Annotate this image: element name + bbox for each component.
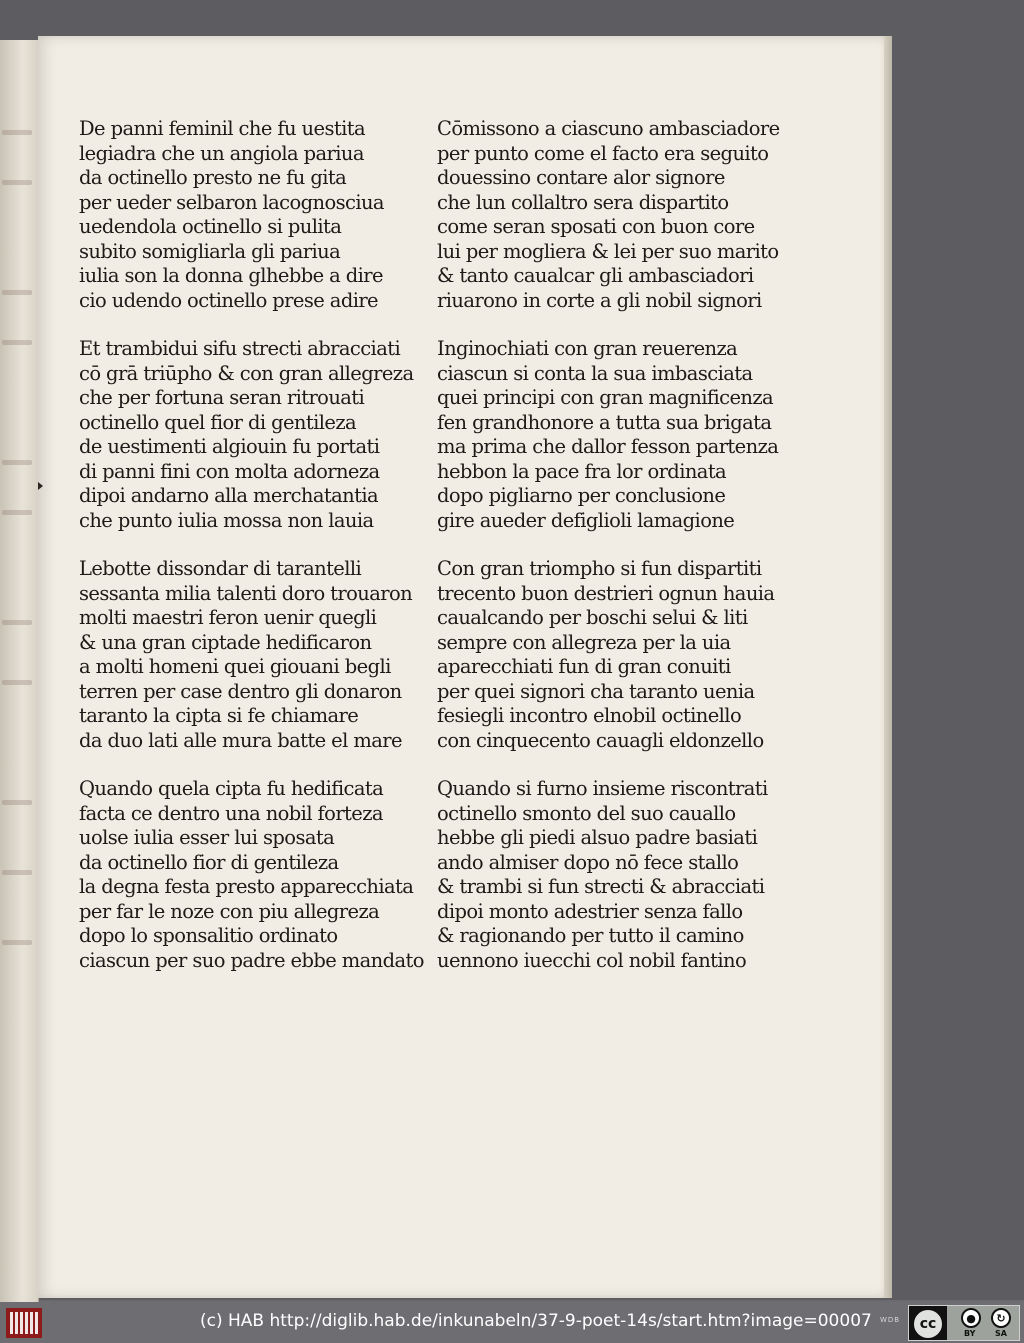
stanza — [79, 117, 419, 313]
person-icon: ● — [961, 1308, 981, 1328]
verse-line: ciascun si conta la sua imbasciata — [437, 361, 753, 385]
verse-line: terren per case dentro gli donaron — [79, 679, 402, 703]
verse-line: Con gran triompho si fun dispartiti — [437, 557, 762, 580]
verse-line: che per fortuna seran ritrouati — [79, 386, 365, 409]
verse-line: uedendola octinello si pulita — [79, 215, 342, 238]
verse-line: dopo pigliarno per conclusione — [437, 484, 726, 507]
verse-line: quei principi con gran magnificenza — [437, 386, 774, 409]
page-edge — [884, 36, 892, 1298]
license-badge[interactable] — [908, 1305, 1020, 1341]
verse-line: & trambi si fun strecti & abracciati — [437, 875, 765, 898]
verse-line: uennono iuecchi col nobil fantino — [437, 948, 747, 972]
hab-logo-icon[interactable] — [6, 1308, 42, 1338]
verse-line: ciascun per suo padre ebbe mandato — [79, 948, 424, 972]
verse-line: douessino contare alor signore — [437, 166, 725, 189]
verse-line: per punto come el facto era seguito — [437, 141, 769, 165]
right-column — [437, 117, 787, 997]
verse-line: per ueder selbaron lacognosciua — [79, 190, 384, 214]
left-page-edge — [0, 40, 39, 1302]
verse-line: trecento buon destrieri ognun hauia — [437, 581, 775, 605]
verse-line: lui per mogliera & lei per suo marito — [437, 239, 779, 263]
share-alike-icon: ↻ — [991, 1308, 1011, 1328]
citation-link[interactable]: (c) HAB http://diglib.hab.de/inkunabeln/37-9-poet-14s/start.htm?image=00007 — [200, 1311, 872, 1331]
verse-line: ando almiser dopo nō fece stallo — [437, 850, 739, 874]
verse-line: di panni fini con molta adorneza — [79, 459, 380, 483]
by-label: BY — [964, 1329, 976, 1338]
verse-line: aparecchiati fun di gran conuiti — [437, 655, 731, 678]
verse-line: Quando si furno insieme riscontrati — [437, 777, 768, 800]
verse-line: de uestimenti algiouin fu portati — [79, 435, 380, 458]
stanza — [437, 557, 787, 753]
verse-line: subito somigliarla gli pariua — [79, 239, 341, 263]
verse-line: dipoi andarno alla merchatantia — [79, 484, 378, 507]
verse-line: taranto la cipta si fe chiamare — [79, 704, 359, 727]
left-column — [79, 117, 424, 997]
verse-line: da octinello presto ne fu gita — [79, 166, 347, 189]
license-attributes — [947, 1306, 1019, 1340]
verse-line: hebbon la pace fra lor ordinata — [437, 459, 727, 483]
sa-label: SA — [995, 1329, 1007, 1338]
verse-line: Inginochiati con gran reuerenza — [437, 337, 738, 360]
verse-line: dopo lo sponsalitio ordinato — [79, 924, 338, 947]
wdb-mark: WDB — [880, 1316, 901, 1324]
verse-line: fesiegli incontro elnobil octinello — [437, 704, 742, 727]
verse-line: per far le noze con piu allegreza — [79, 899, 380, 923]
verse-line: uolse iulia esser lui sposata — [79, 826, 335, 849]
cc-icon: cc — [912, 1308, 944, 1340]
verse-line: ma prima che dallor fesson partenza — [437, 435, 779, 458]
verse-line: Lebotte dissondar di tarantelli — [79, 557, 362, 580]
verse-line: fen grandhonore a tutta sua brigata — [437, 410, 772, 434]
verse-line: octinello smonto del suo cauallo — [437, 801, 736, 825]
verse-line: che lun collaltro sera dispartito — [437, 190, 729, 214]
verse-line: con cinquecento cauagli eldonzello — [437, 728, 764, 752]
verse-line: caualcando per boschi selui & liti — [437, 606, 748, 629]
verse-line: facta ce dentro una nobil forteza — [79, 801, 383, 825]
verse-line: la degna festa presto apparecchiata — [79, 875, 414, 898]
verse-line: gire aueder defiglioli lamagione — [437, 508, 735, 532]
verse-line: cio udendo octinello prese adire — [79, 288, 378, 312]
verse-line: cō grā triūpho & con gran allegreza — [79, 361, 414, 385]
verse-line: De panni feminil che fu uestita — [79, 117, 365, 140]
verse-line: legiadra che un angiola pariua — [79, 141, 364, 165]
page-marker-icon — [38, 482, 43, 490]
stanza — [437, 337, 787, 533]
verse-line: per quei signori cha taranto uenia — [437, 679, 755, 703]
stanza — [79, 557, 419, 753]
verse-line: Quando quela cipta fu hedificata — [79, 777, 384, 800]
verse-line: Cōmissono a ciascuno ambasciadore — [437, 117, 780, 140]
verse-line: dipoi monto adestrier senza fallo — [437, 899, 743, 923]
stanza — [437, 117, 787, 313]
verse-line: hebbe gli piedi alsuo padre basiati — [437, 826, 758, 849]
verse-line: & ragionando per tutto il camino — [437, 924, 744, 947]
verse-line: come seran sposati con buon core — [437, 215, 755, 238]
verse-line: da octinello fior di gentileza — [79, 850, 339, 874]
verse-line: sessanta milia talenti doro trouaron — [79, 581, 413, 605]
footer-bar — [0, 1302, 1024, 1343]
verse-line: & tanto caualcar gli ambasciadori — [437, 264, 754, 287]
stanza — [79, 777, 424, 973]
verse-line: Et trambidui sifu strecti abracciati — [79, 337, 401, 360]
verse-line: che punto iulia mossa non lauia — [79, 508, 374, 532]
verse-line: molti maestri feron uenir quegli — [79, 606, 377, 629]
stanza — [437, 777, 787, 973]
stanza — [79, 337, 419, 533]
verse-line: sempre con allegreza per la uia — [437, 630, 731, 654]
verse-line: & una gran ciptade hedificaron — [79, 630, 372, 654]
verse-line: riuarono in corte a gli nobil signori — [437, 288, 762, 312]
verse-line: octinello quel fior di gentileza — [79, 410, 357, 434]
verse-line: iulia son la donna glhebbe a dire — [79, 264, 383, 287]
verse-line: da duo lati alle mura batte el mare — [79, 728, 402, 752]
verse-line: a molti homeni quei giouani begli — [79, 655, 391, 678]
